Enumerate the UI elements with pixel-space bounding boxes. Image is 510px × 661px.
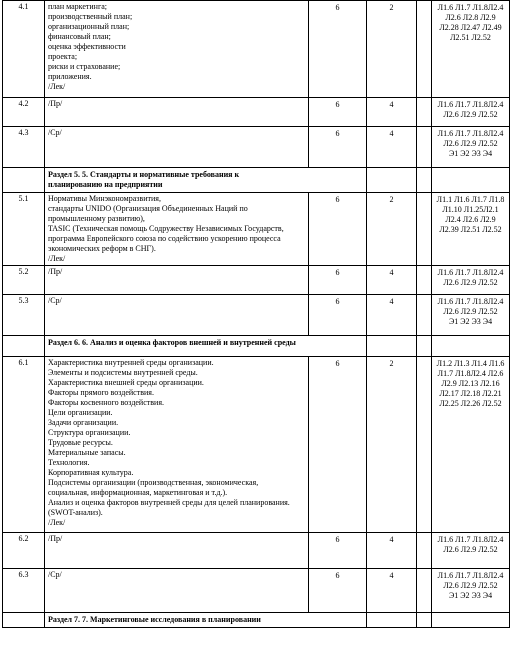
row-topic: /Ср/ xyxy=(45,295,309,336)
row-number: 6.2 xyxy=(3,533,45,569)
row-literature: Л1.6 Л1.7 Л1.8Л2.4 Л2.6 Л2.8 Л2.9 Л2.28 Л2.47 Л2.49 Л2.51 Л2.52 xyxy=(432,1,510,98)
section-empty-cell xyxy=(432,613,510,628)
row-topic: Характеристика внутренней среды организации. Элементы и подсистемы внутренней среды. Характеристика внешней среды организации. Факторы прямого воздействия. Факторы косвенного воздействия. Цели организации. Задачи организации. Структура организации. Трудовые ресурсы. Материальные запасы. Технология. Корпоративная культура. Подсистемы организации (производственная, экономическая, социальная, информационная, маркетинговая и т.д.). Анализ и оценка факторов внутренней среды для целей планирования. (SWOT-анализ). /Лек/ xyxy=(45,357,309,533)
row-hours: 4 xyxy=(367,127,417,168)
row-empty-cell xyxy=(417,533,432,569)
section-row xyxy=(3,336,510,357)
row-empty-cell xyxy=(417,266,432,295)
table-row xyxy=(3,127,510,168)
row-semester: 6 xyxy=(309,193,367,266)
row-number: 6.3 xyxy=(3,569,45,613)
row-empty-cell xyxy=(417,569,432,613)
row-hours: 4 xyxy=(367,98,417,127)
row-hours: 2 xyxy=(367,357,417,533)
table-row xyxy=(3,266,510,295)
row-number: 4.1 xyxy=(3,1,45,98)
section-empty-cell xyxy=(367,336,417,357)
row-hours: 4 xyxy=(367,533,417,569)
section-empty-cell xyxy=(417,168,432,193)
row-semester: 6 xyxy=(309,1,367,98)
row-empty-cell xyxy=(417,98,432,127)
row-empty-cell xyxy=(417,127,432,168)
row-literature: Л1.6 Л1.7 Л1.8Л2.4 Л2.6 Л2.9 Л2.52 xyxy=(432,266,510,295)
row-literature: Л1.6 Л1.7 Л1.8Л2.4 Л2.6 Л2.9 Л2.52 Э1 Э2 Э3 Э4 xyxy=(432,295,510,336)
row-number: 5.2 xyxy=(3,266,45,295)
curriculum-table xyxy=(2,0,510,628)
row-topic: план маркетинга; производственный план; организационный план; финансовый план; оценка эффективности проекта; риски и страхование; приложения. /Лек/ xyxy=(45,1,309,98)
row-semester: 6 xyxy=(309,569,367,613)
row-semester: 6 xyxy=(309,533,367,569)
row-hours: 4 xyxy=(367,266,417,295)
row-literature: Л1.2 Л1.3 Л1.4 Л1.6 Л1.7 Л1.8Л2.4 Л2.6 Л2.9 Л2.13 Л2.16 Л2.17 Л2.18 Л2.21 Л2.25 Л2.26 Л2.52 xyxy=(432,357,510,533)
section-title: Раздел 6. 6. Анализ и оценка факторов внешней и внутренней среды xyxy=(45,336,367,357)
table-row xyxy=(3,1,510,98)
row-number: 5.3 xyxy=(3,295,45,336)
table-row xyxy=(3,295,510,336)
row-topic: /Пр/ xyxy=(45,533,309,569)
row-hours: 2 xyxy=(367,1,417,98)
section-title: Раздел 5. 5. Стандарты и нормативные требования к планированию на предприятии xyxy=(45,168,367,193)
row-topic: /Ср/ xyxy=(45,569,309,613)
table-row xyxy=(3,357,510,533)
row-topic: Нормативы Минэкономразвития, стандарты UNIDO (Организация Объединенных Наций по промышленному развитию), TASIC (Техническая помощь Содружеству Независимых Государств, программа Европейского союза по содействию ускорению процесса экономических реформ в СНГ). /Лек/ xyxy=(45,193,309,266)
section-empty-cell xyxy=(417,336,432,357)
row-semester: 6 xyxy=(309,295,367,336)
row-number: 4.2 xyxy=(3,98,45,127)
row-topic: /Пр/ xyxy=(45,98,309,127)
row-semester: 6 xyxy=(309,98,367,127)
row-topic: /Ср/ xyxy=(45,127,309,168)
section-title: Раздел 7. 7. Маркетинговые исследования в планировании xyxy=(45,613,367,628)
section-empty-cell xyxy=(367,168,417,193)
row-empty-cell xyxy=(417,295,432,336)
row-literature: Л1.6 Л1.7 Л1.8Л2.4 Л2.6 Л2.9 Л2.52 xyxy=(432,98,510,127)
row-literature: Л1.6 Л1.7 Л1.8Л2.4 Л2.6 Л2.9 Л2.52 xyxy=(432,533,510,569)
table-row xyxy=(3,98,510,127)
row-literature: Л1.6 Л1.7 Л1.8Л2.4 Л2.6 Л2.9 Л2.52 Э1 Э2 Э3 Э4 xyxy=(432,127,510,168)
section-empty-cell xyxy=(432,336,510,357)
row-hours: 4 xyxy=(367,569,417,613)
row-empty-cell xyxy=(417,193,432,266)
row-semester: 6 xyxy=(309,266,367,295)
section-empty-cell xyxy=(417,613,432,628)
section-row xyxy=(3,613,510,628)
row-topic: /Пр/ xyxy=(45,266,309,295)
row-number: 6.1 xyxy=(3,357,45,533)
row-hours: 2 xyxy=(367,193,417,266)
row-number: 4.3 xyxy=(3,127,45,168)
row-semester: 6 xyxy=(309,357,367,533)
section-num-cell xyxy=(3,336,45,357)
row-empty-cell xyxy=(417,357,432,533)
row-empty-cell xyxy=(417,1,432,98)
row-literature: Л1.1 Л1.6 Л1.7 Л1.8 Л1.10 Л1.25Л2.1 Л2.4 Л2.6 Л2.9 Л2.39 Л2.51 Л2.52 xyxy=(432,193,510,266)
section-empty-cell xyxy=(432,168,510,193)
section-row xyxy=(3,168,510,193)
section-empty-cell xyxy=(367,613,417,628)
row-semester: 6 xyxy=(309,127,367,168)
table-row xyxy=(3,193,510,266)
section-num-cell xyxy=(3,613,45,628)
section-num-cell xyxy=(3,168,45,193)
row-number: 5.1 xyxy=(3,193,45,266)
row-hours: 4 xyxy=(367,295,417,336)
table-row xyxy=(3,569,510,613)
row-literature: Л1.6 Л1.7 Л1.8Л2.4 Л2.6 Л2.9 Л2.52 Э1 Э2 Э3 Э4 xyxy=(432,569,510,613)
table-body xyxy=(3,1,510,628)
table-row xyxy=(3,533,510,569)
